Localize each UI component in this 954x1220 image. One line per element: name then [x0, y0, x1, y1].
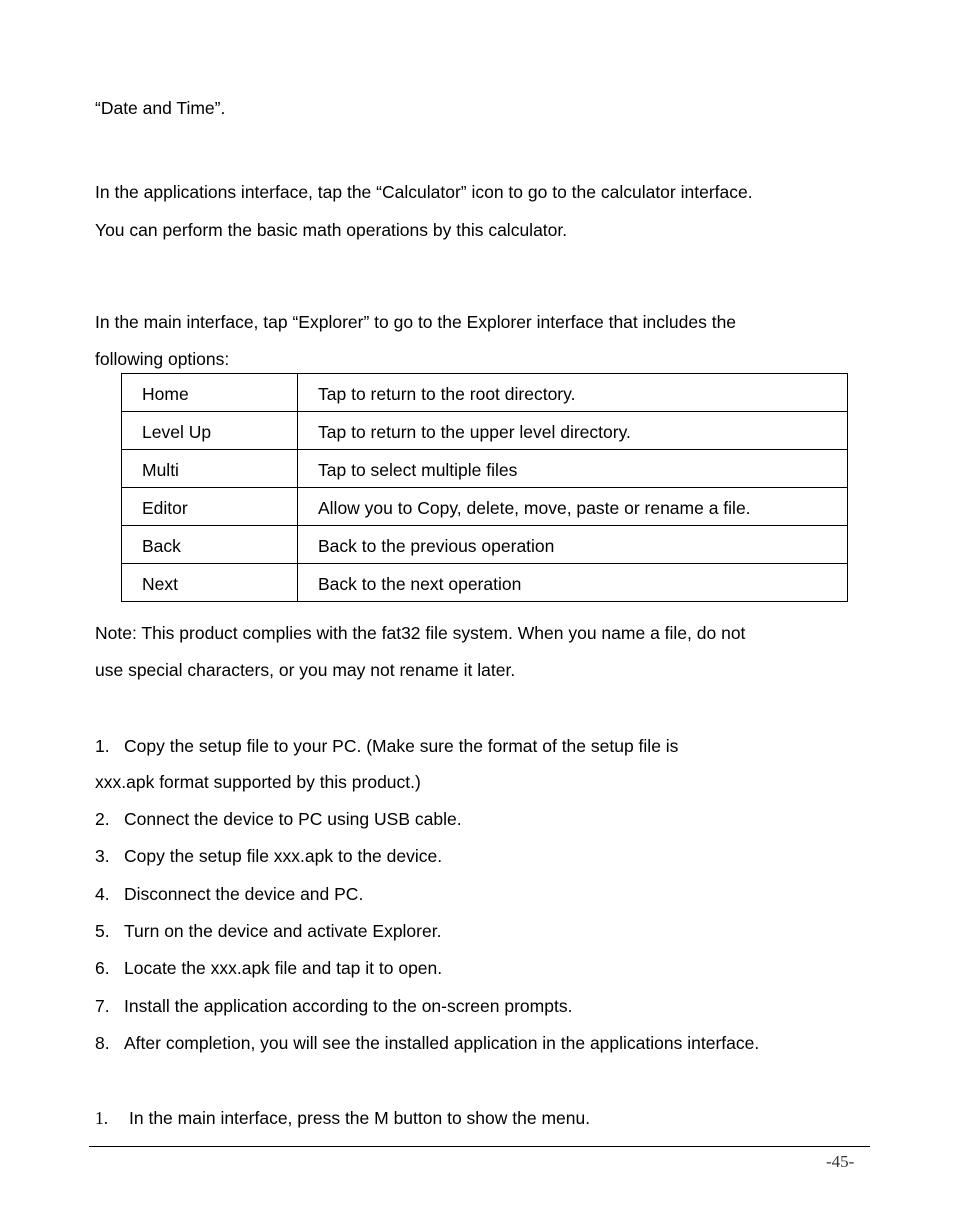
option-description: Back to the next operation [298, 564, 848, 602]
step-text: Disconnect the device and PC. [124, 884, 364, 904]
table-row [122, 526, 848, 564]
install-step [95, 1033, 759, 1053]
calculator-paragraph-line-1: In the applications interface, tap the “Calculator” icon to go to the calculator interface. [95, 182, 753, 202]
table-row [122, 564, 848, 602]
step-number: 1. [95, 736, 110, 756]
step-text: Copy the setup file to your PC. (Make sure the format of the setup file is [124, 736, 679, 756]
page-number: -45- [826, 1152, 855, 1171]
install-step [95, 846, 442, 866]
footer-divider [89, 1146, 870, 1147]
option-description: Tap to return to the upper level directory. [298, 412, 848, 450]
step-number: 7. [95, 996, 110, 1016]
note-line-1: Note: This product complies with the fat32 file system. When you name a file, do not [95, 623, 746, 643]
step-text: Copy the setup file xxx.apk to the device. [124, 846, 443, 866]
intro-tail: “Date and Time”. [95, 98, 226, 118]
step-text: Connect the device to PC using USB cable. [124, 809, 462, 829]
install-step [95, 736, 678, 756]
option-description: Back to the previous operation [298, 526, 848, 564]
option-name: Multi [122, 450, 298, 488]
table-row [122, 412, 848, 450]
install-step-continuation [95, 772, 421, 792]
step-text: xxx.apk format supported by this product.) [95, 772, 421, 792]
explorer-paragraph-line-2: following options: [95, 349, 230, 369]
option-description: Allow you to Copy, delete, move, paste or rename a file. [298, 488, 848, 526]
note-line-2: use special characters, or you may not rename it later. [95, 660, 516, 680]
option-name: Next [122, 564, 298, 602]
menu-step [95, 1108, 590, 1128]
explorer-paragraph-line-1: In the main interface, tap “Explorer” to go to the Explorer interface that includes the [95, 312, 737, 332]
step-number: 8. [95, 1033, 110, 1053]
step-number: 4. [95, 884, 110, 904]
step-text: In the main interface, press the M button to show the menu. [129, 1108, 591, 1128]
table-row [122, 488, 848, 526]
explorer-options-table [121, 373, 848, 602]
step-number: 5. [95, 921, 110, 941]
step-text: After completion, you will see the installed application in the applications interface. [124, 1033, 760, 1053]
step-number: 2. [95, 809, 110, 829]
install-step [95, 884, 363, 904]
step-number: 3. [95, 846, 110, 866]
option-name: Back [122, 526, 298, 564]
option-name: Home [122, 374, 298, 412]
install-step [95, 996, 572, 1016]
step-text: Turn on the device and activate Explorer. [124, 921, 442, 941]
step-number: 6. [95, 958, 110, 978]
option-description: Tap to return to the root directory. [298, 374, 848, 412]
install-step [95, 958, 442, 978]
option-description: Tap to select multiple files [298, 450, 848, 488]
option-name: Editor [122, 488, 298, 526]
table-row [122, 374, 848, 412]
install-step [95, 809, 462, 829]
install-step [95, 921, 441, 941]
step-number: 1. [95, 1108, 109, 1128]
step-text: Locate the xxx.apk file and tap it to open. [124, 958, 443, 978]
calculator-paragraph-line-2: You can perform the basic math operations by this calculator. [95, 220, 568, 240]
option-name: Level Up [122, 412, 298, 450]
table-row [122, 450, 848, 488]
step-text: Install the application according to the on-screen prompts. [124, 996, 573, 1016]
